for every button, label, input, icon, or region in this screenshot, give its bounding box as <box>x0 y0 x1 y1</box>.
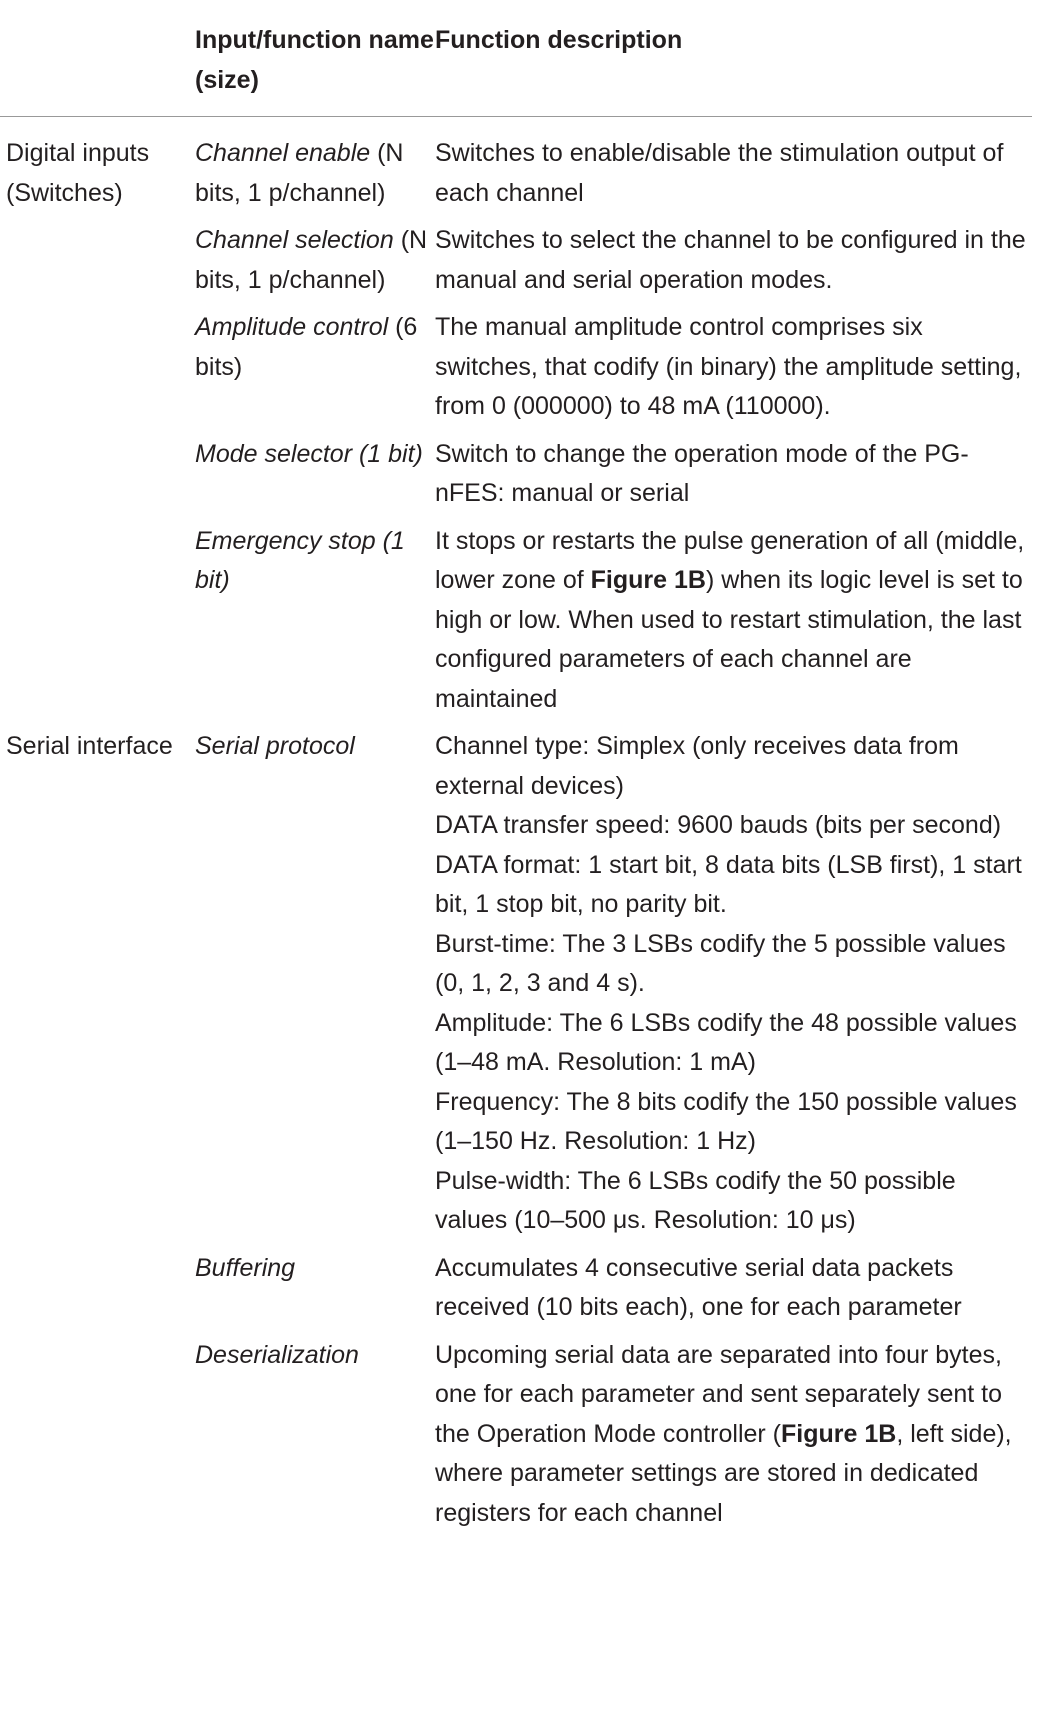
protocol-line: Burst-time: The 3 LSBs codify the 5 possible values (0, 1, 2, 3 and 4 s). <box>435 929 1006 997</box>
protocol-line: Channel type: Simplex (only receives data from external devices) <box>435 732 959 800</box>
header-row <box>0 0 1032 117</box>
header-name: Input/function name (size) <box>195 0 435 117</box>
description-text: It stops or restarts the pulse generation of all (middle, lower zone of <box>435 526 1025 594</box>
header-group <box>0 0 195 117</box>
input-name <box>195 308 435 435</box>
protocol-line: DATA transfer speed: 9600 bauds (bits per second) <box>435 811 1002 839</box>
description-text: Upcoming serial data are separated into four bytes, one for each parameter and sent separately sent to the Operation Mode controller ( <box>435 1340 1003 1448</box>
figure-reference: Figure 1B <box>781 1419 897 1448</box>
input-name: Deserialization <box>195 1340 359 1369</box>
protocol-line: Pulse-width: The 6 LSBs codify the 50 possible values (10–500 μs. Resolution: 10 μs) <box>435 1166 956 1234</box>
protocol-line: DATA format: 1 start bit, 8 data bits (LSB first), 1 start bit, 1 stop bit, no parity bit. <box>435 850 1022 918</box>
name-italic: Channel selection <box>195 226 394 254</box>
function-description: Switch to change the operation mode of the PG-nFES: manual or serial <box>435 439 969 507</box>
function-description: The manual amplitude control comprises six switches, that codify (in binary) the amplitude setting, from 0 (000000) to 48 mA (110000). <box>435 313 1022 420</box>
function-description <box>435 1336 1032 1542</box>
input-name: Emergency stop (1 bit) <box>195 526 405 594</box>
protocol-line: Amplitude: The 6 LSBs codify the 48 possible values (1–48 mA. Resolution: 1 mA) <box>435 1008 1017 1076</box>
description-text: ) when its logic level is set to high or low. When used to restart stimulation, the last configured parameters of each channel are maintained <box>435 566 1023 713</box>
group-label-serial: Serial interface <box>6 732 173 760</box>
input-name: Buffering <box>195 1253 296 1282</box>
name-size: (N bits, 1 p/channel) <box>195 139 404 207</box>
table-row <box>0 117 1032 222</box>
function-description: Accumulates 4 consecutive serial data packets received (10 bits each), one for each parameter <box>435 1253 962 1321</box>
name-size: (N bits, 1 p/channel) <box>195 226 428 294</box>
function-description <box>435 727 1032 1249</box>
input-name <box>195 221 435 308</box>
function-description: Switches to enable/disable the stimulation output of each channel <box>435 139 1004 207</box>
name-italic: Amplitude control <box>195 313 389 341</box>
input-name <box>195 117 435 222</box>
input-name: Serial protocol <box>195 732 355 760</box>
description-text: , left side), where parameter settings are stored in dedicated registers for each channel <box>435 1419 1012 1527</box>
figure-reference: Figure 1B <box>590 566 706 594</box>
name-italic: Channel enable <box>195 139 371 167</box>
function-description: Switches to select the channel to be configured in the manual and serial operation modes. <box>435 226 1026 294</box>
function-description <box>435 522 1032 728</box>
header-description: Function description <box>435 0 1032 117</box>
table-row <box>0 727 1032 1249</box>
group-label-digital: Digital inputs (Switches) <box>6 139 150 207</box>
name-size: (6 bits) <box>195 313 418 381</box>
input-name: Mode selector (1 bit) <box>195 439 423 468</box>
protocol-line: Frequency: The 8 bits codify the 150 possible values (1–150 Hz. Resolution: 1 Hz) <box>435 1087 1017 1155</box>
